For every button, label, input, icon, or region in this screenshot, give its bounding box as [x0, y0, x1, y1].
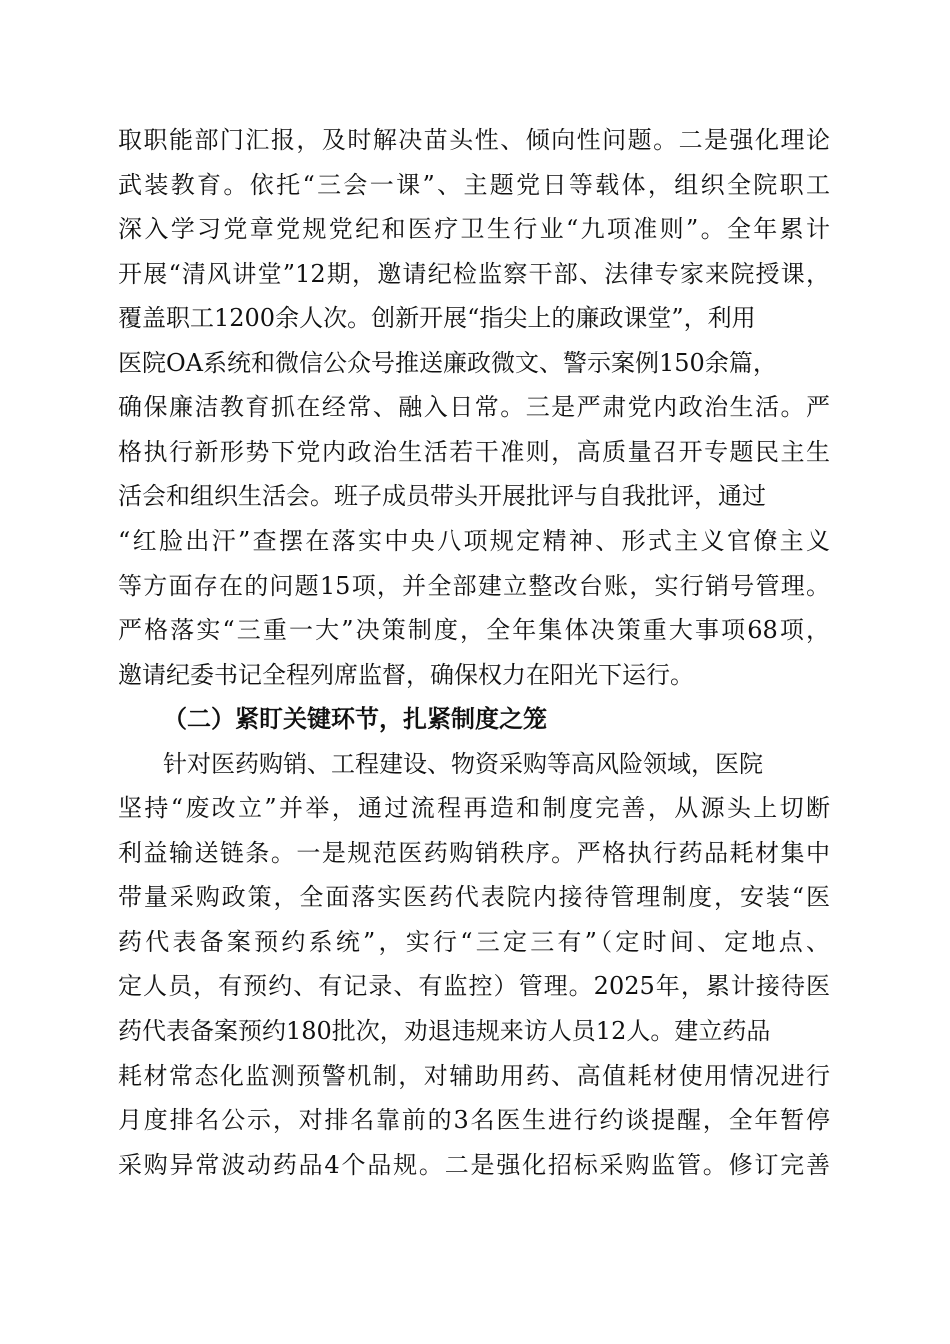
paragraph-line: 带量采购政策，全面落实医药代表院内接待管理制度，安装“医	[118, 883, 830, 912]
paragraph-line: 格执行新形势下党内政治生活若干准则，高质量召开专题民主生	[118, 437, 830, 466]
paragraph-line: 严格落实“三重一大”决策制度，全年集体决策重大事项68项，	[118, 616, 830, 645]
paragraph-line: 坚持“废改立”并举，通过流程再造和制度完善，从源头上切断	[118, 794, 830, 823]
paragraph-line: 武装教育。依托“三会一课”、主题党日等载体，组织全院职工	[118, 170, 830, 199]
paragraph-line: 月度排名公示，对排名靠前的3名医生进行约谈提醒，全年暂停	[118, 1106, 830, 1135]
paragraph-line: 采购异常波动药品4个品规。二是强化招标采购监管。修订完善	[118, 1150, 830, 1179]
paragraph-line: 药代表备案预约系统”，实行“三定三有”（定时间、定地点、	[118, 927, 830, 956]
paragraph-line: “红脸出汗”查摆在落实中央八项规定精神、形式主义官僚主义	[118, 526, 830, 555]
paragraph-line: 耗材常态化监测预警机制，对辅助用药、高值耗材使用情况进行	[118, 1061, 830, 1090]
paragraph-line: 取职能部门汇报，及时解决苗头性、倾向性问题。二是强化理论	[118, 126, 830, 154]
paragraph-line: 开展“清风讲堂”12期，邀请纪检监察干部、法律专家来院授课，	[118, 259, 830, 288]
paragraph-line: 利益输送链条。一是规范医药购销秩序。严格执行药品耗材集中	[118, 838, 830, 867]
paragraph-line: 等方面存在的问题15项，并全部建立整改台账，实行销号管理。	[118, 571, 830, 600]
paragraph-line: 确保廉洁教育抓在经常、融入日常。三是严肃党内政治生活。严	[118, 393, 830, 422]
paragraph-line: 深入学习党章党规党纪和医疗卫生行业“九项准则”。全年累计	[118, 215, 830, 244]
paragraph-line: 医院OA系统和微信公众号推送廉政微文、警示案例150余篇，	[118, 348, 777, 377]
paragraph-line: 活会和组织生活会。班子成员带头开展批评与自我批评，通过	[118, 482, 766, 511]
paragraph-line: 邀请纪委书记全程列席监督，确保权力在阳光下运行。	[118, 660, 694, 689]
section-heading: （二）紧盯关键环节，扎紧制度之笼	[163, 704, 547, 734]
paragraph-line: 覆盖职工1200余人次。创新开展“指尖上的廉政课堂”，利用	[118, 304, 756, 333]
paragraph-line: 定人员，有预约、有记录、有监控）管理。2025年，累计接待医	[118, 972, 830, 1001]
paragraph-line: 药代表备案预约180批次，劝退违规来访人员12人。建立药品	[118, 1017, 771, 1045]
paragraph-line: 针对医药购销、工程建设、物资采购等高风险领域，医院	[163, 749, 763, 778]
